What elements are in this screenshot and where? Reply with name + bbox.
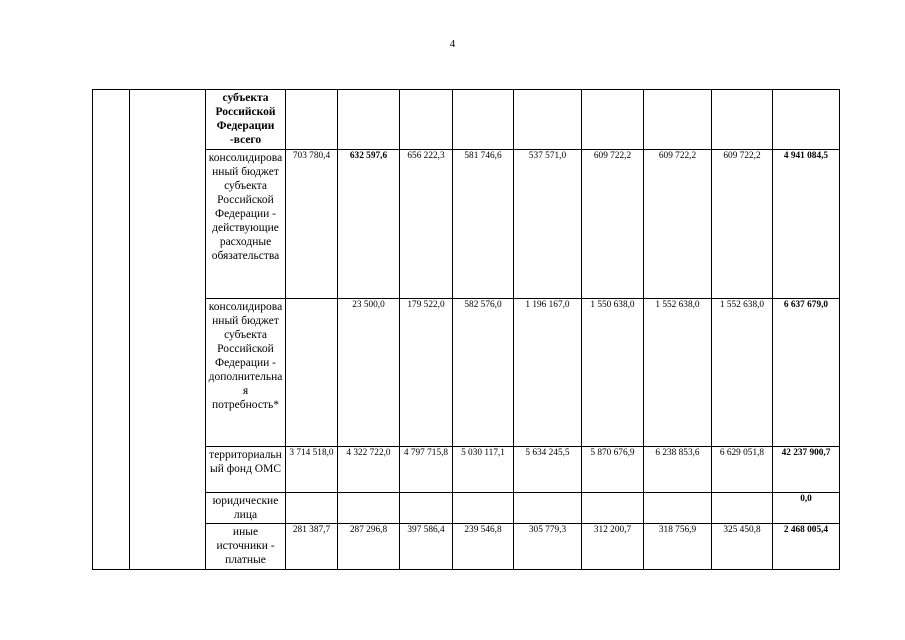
empty-cell xyxy=(93,90,130,570)
total-cell: 42 237 900,7 xyxy=(773,447,840,493)
value-cell: 609 722,2 xyxy=(582,150,644,299)
value-cell xyxy=(453,90,514,150)
value-cell xyxy=(338,493,400,524)
table-row xyxy=(93,299,840,447)
value-cell: 4 322 722,0 xyxy=(338,447,400,493)
budget-table xyxy=(92,89,840,570)
value-cell: 23 500,0 xyxy=(338,299,400,447)
value-cell xyxy=(712,90,773,150)
total-cell: 6 637 679,0 xyxy=(773,299,840,447)
value-cell: 537 571,0 xyxy=(514,150,582,299)
value-cell: 4 797 715,8 xyxy=(400,447,453,493)
total-cell: 0,0 xyxy=(773,493,840,524)
value-cell xyxy=(644,90,712,150)
row-label: консолидированный бюджет субъекта Российской Федерации - дополнительная потребность* xyxy=(206,299,286,447)
empty-cell xyxy=(130,90,206,570)
value-cell: 5 634 245,5 xyxy=(514,447,582,493)
value-cell: 325 450,8 xyxy=(712,524,773,570)
value-cell: 1 552 638,0 xyxy=(644,299,712,447)
value-cell: 581 746,6 xyxy=(453,150,514,299)
value-cell: 703 780,4 xyxy=(286,150,338,299)
value-cell xyxy=(400,90,453,150)
value-cell xyxy=(400,493,453,524)
value-cell: 318 756,9 xyxy=(644,524,712,570)
value-cell: 6 238 853,6 xyxy=(644,447,712,493)
value-cell: 1 552 638,0 xyxy=(712,299,773,447)
value-cell: 179 522,0 xyxy=(400,299,453,447)
value-cell: 582 576,0 xyxy=(453,299,514,447)
row-label: субъекта Российской Федерации -всего xyxy=(206,90,286,150)
value-cell xyxy=(582,90,644,150)
total-cell: 4 941 084,5 xyxy=(773,150,840,299)
value-cell: 656 222,3 xyxy=(400,150,453,299)
value-cell: 287 296,8 xyxy=(338,524,400,570)
total-cell xyxy=(773,90,840,150)
value-cell xyxy=(712,493,773,524)
value-cell: 3 714 518,0 xyxy=(286,447,338,493)
value-cell: 1 550 638,0 xyxy=(582,299,644,447)
value-cell xyxy=(514,90,582,150)
value-cell: 5 870 676,9 xyxy=(582,447,644,493)
value-cell xyxy=(514,493,582,524)
table-row xyxy=(93,90,840,150)
row-label: юридические лица xyxy=(206,493,286,524)
table-row xyxy=(93,150,840,299)
row-label: иные источники - платные xyxy=(206,524,286,570)
value-cell xyxy=(286,493,338,524)
value-cell: 632 597,6 xyxy=(338,150,400,299)
row-label: консолидированный бюджет субъекта Российской Федерации - действующие расходные обязательства xyxy=(206,150,286,299)
value-cell xyxy=(338,90,400,150)
value-cell: 312 200,7 xyxy=(582,524,644,570)
row-label: территориальный фонд ОМС xyxy=(206,447,286,493)
value-cell: 609 722,2 xyxy=(644,150,712,299)
value-cell: 397 586,4 xyxy=(400,524,453,570)
page-number: 4 xyxy=(449,38,456,50)
value-cell: 1 196 167,0 xyxy=(514,299,582,447)
value-cell: 5 030 117,1 xyxy=(453,447,514,493)
value-cell: 239 546,8 xyxy=(453,524,514,570)
table-row xyxy=(93,524,840,570)
value-cell xyxy=(286,299,338,447)
value-cell xyxy=(582,493,644,524)
value-cell xyxy=(644,493,712,524)
table-row xyxy=(93,447,840,493)
value-cell: 305 779,3 xyxy=(514,524,582,570)
value-cell: 281 387,7 xyxy=(286,524,338,570)
value-cell xyxy=(286,90,338,150)
value-cell xyxy=(453,493,514,524)
value-cell: 6 629 051,8 xyxy=(712,447,773,493)
table-row xyxy=(93,493,840,524)
total-cell: 2 468 005,4 xyxy=(773,524,840,570)
value-cell: 609 722,2 xyxy=(712,150,773,299)
